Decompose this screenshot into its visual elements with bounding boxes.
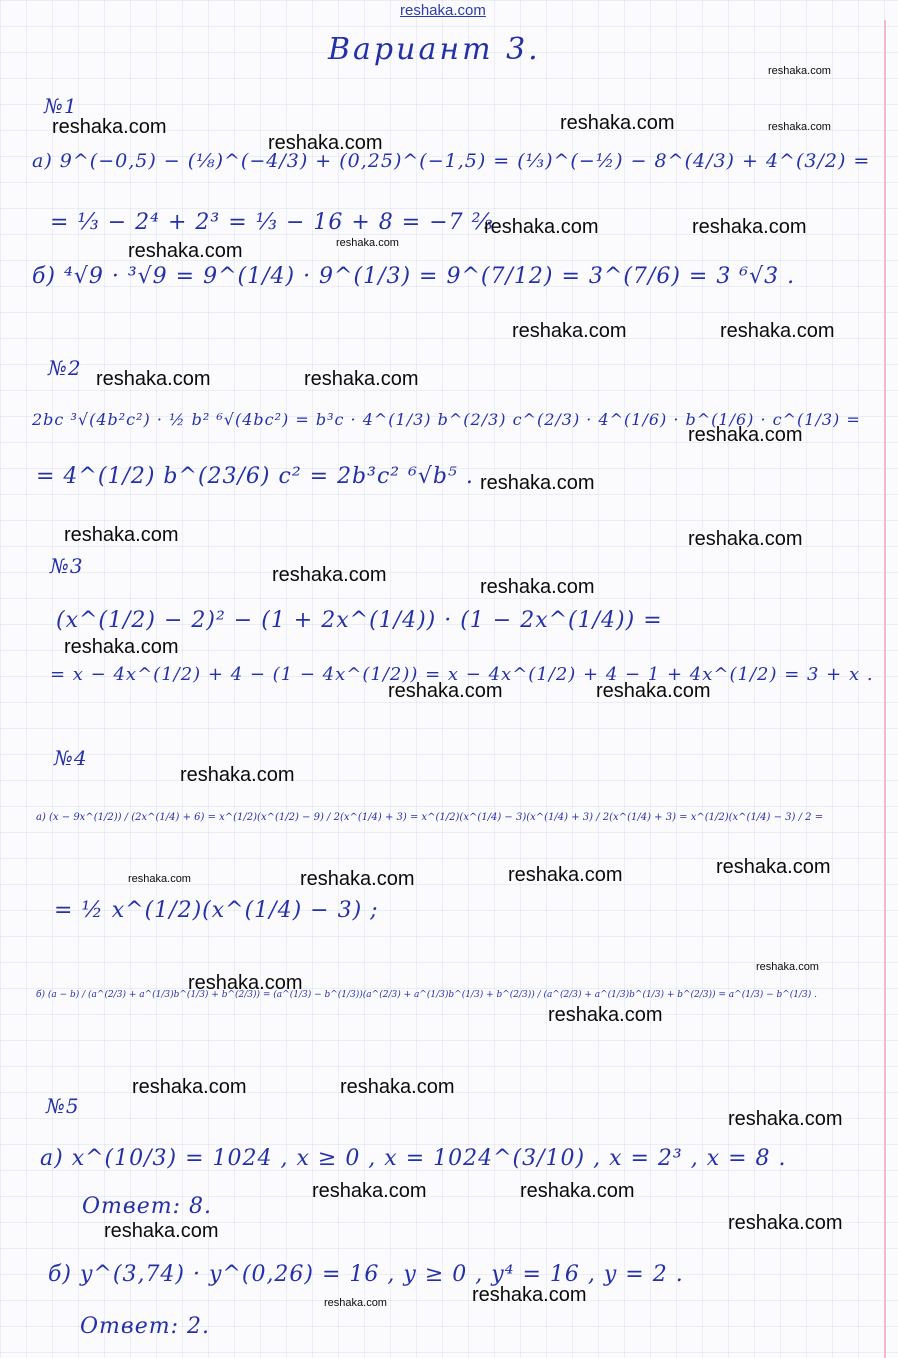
watermark: reshaka.com (300, 868, 415, 890)
watermark: reshaka.com (104, 1220, 219, 1242)
watermark: reshaka.com (596, 680, 711, 702)
problem-1-line-a: а) 9^(−0,5) − (⅛)^(−4/3) + (0,25)^(−1,5) = (⅓)^(−½) − 8^(4/3) + 4^(3/2) = (32, 150, 871, 172)
problem-5-answer-b: Ответ: 2. (80, 1314, 210, 1339)
problem-3-line-2: = x − 4x^(1/2) + 4 − (1 − 4x^(1/2)) = x − 4x^(1/2) + 4 − 1 + 4x^(1/2) = 3 + x . (50, 664, 874, 685)
watermark: reshaka.com (304, 368, 419, 390)
watermark: reshaka.com (688, 528, 803, 550)
watermark-small: reshaka.com (324, 1297, 387, 1309)
watermark-small: reshaka.com (768, 121, 831, 133)
watermark: reshaka.com (508, 864, 623, 886)
watermark: reshaka.com (472, 1284, 587, 1306)
problem-4-line-a-cont: = ½ x^(1/2)(x^(1/4) − 3) ; (54, 898, 379, 923)
watermark: reshaka.com (480, 576, 595, 598)
watermark: reshaka.com (520, 1180, 635, 1202)
watermark: reshaka.com (272, 564, 387, 586)
problem-1-label: №1 (44, 94, 78, 118)
problem-5-label: №5 (46, 1094, 80, 1118)
problem-2-line-1: 2bc ³√(4b²c²) · ½ b² ⁶√(4bc²) = b³c · 4^(1/3) b^(2/3) c^(2/3) · 4^(1/6) · b^(1/6) · c^(1/3) = (32, 410, 861, 429)
watermark: reshaka.com (52, 116, 167, 138)
problem-5-line-a: а) x^(10/3) = 1024 , x ≥ 0 , x = 1024^(3/10) , x = 2³ , x = 8 . (40, 1146, 787, 1171)
problem-3-line-1: (x^(1/2) − 2)² − (1 + 2x^(1/4)) · (1 − 2x^(1/4)) = (56, 608, 663, 633)
watermark: reshaka.com (692, 216, 807, 238)
problem-4-label: №4 (54, 746, 88, 770)
watermark: reshaka.com (128, 240, 243, 262)
watermark: reshaka.com (268, 132, 383, 154)
problem-4-line-a: а) (x − 9x^(1/2)) / (2x^(1/4) + 6) = x^(1/2)(x^(1/2) − 9) / 2(x^(1/4) + 3) = x^(1/2)(x^(1/4) − 3)(x^(1/4) + 3) / 2(x^(1/4) + 3) = x^(1/2)(x^(1/4) − 3) / 2 = (36, 812, 824, 823)
watermark: reshaka.com (388, 680, 503, 702)
watermark: reshaka.com (728, 1212, 843, 1234)
site-watermark-top[interactable]: reshaka.com (400, 2, 486, 19)
watermark: reshaka.com (728, 1108, 843, 1130)
watermark: reshaka.com (512, 320, 627, 342)
problem-4-line-b: б) (a − b) / (a^(2/3) + a^(1/3)b^(1/3) + b^(2/3)) = (a^(1/3) − b^(1/3))(a^(2/3) + a^(1/3)b^(1/3) + b^(2/3)) / (a^(2/3) + a^(1/3)b^(1/3) + b^(2/3)) = a^(1/3) − b^(1/3) . (36, 990, 818, 1000)
problem-5-answer-a: Ответ: 8. (82, 1194, 212, 1219)
watermark: reshaka.com (560, 112, 675, 134)
watermark: reshaka.com (188, 972, 303, 994)
watermark: reshaka.com (312, 1180, 427, 1202)
watermark: reshaka.com (180, 764, 295, 786)
problem-5-line-b: б) y^(3,74) · y^(0,26) = 16 , y ≥ 0 , y⁴ = 16 , y = 2 . (48, 1262, 684, 1287)
watermark: reshaka.com (132, 1076, 247, 1098)
problem-2-line-2: = 4^(1/2) b^(23/6) c² = 2b³c² ⁶√b⁵ . (36, 464, 474, 489)
watermark: reshaka.com (340, 1076, 455, 1098)
watermark-small: reshaka.com (768, 65, 831, 77)
watermark: reshaka.com (548, 1004, 663, 1026)
watermark-small: reshaka.com (128, 873, 191, 885)
watermark: reshaka.com (484, 216, 599, 238)
watermark: reshaka.com (64, 636, 179, 658)
watermark: reshaka.com (716, 856, 831, 878)
watermark: reshaka.com (480, 472, 595, 494)
problem-2-label: №2 (48, 356, 82, 380)
watermark-small: reshaka.com (756, 961, 819, 973)
notebook-margin-line (884, 20, 886, 1358)
watermark: reshaka.com (688, 424, 803, 446)
problem-3-label: №3 (50, 554, 84, 578)
problem-1-line-a-cont: = ⅓ − 2⁴ + 2³ = ⅓ − 16 + 8 = −7 ⅔ (50, 210, 494, 235)
watermark: reshaka.com (720, 320, 835, 342)
watermark: reshaka.com (96, 368, 211, 390)
problem-1-line-b: б) ⁴√9 · ³√9 = 9^(1/4) · 9^(1/3) = 9^(7/12) = 3^(7/6) = 3 ⁶√3 . (32, 264, 796, 289)
watermark-small: reshaka.com (336, 237, 399, 249)
watermark: reshaka.com (64, 524, 179, 546)
page-title: Вариант 3. (328, 32, 541, 67)
